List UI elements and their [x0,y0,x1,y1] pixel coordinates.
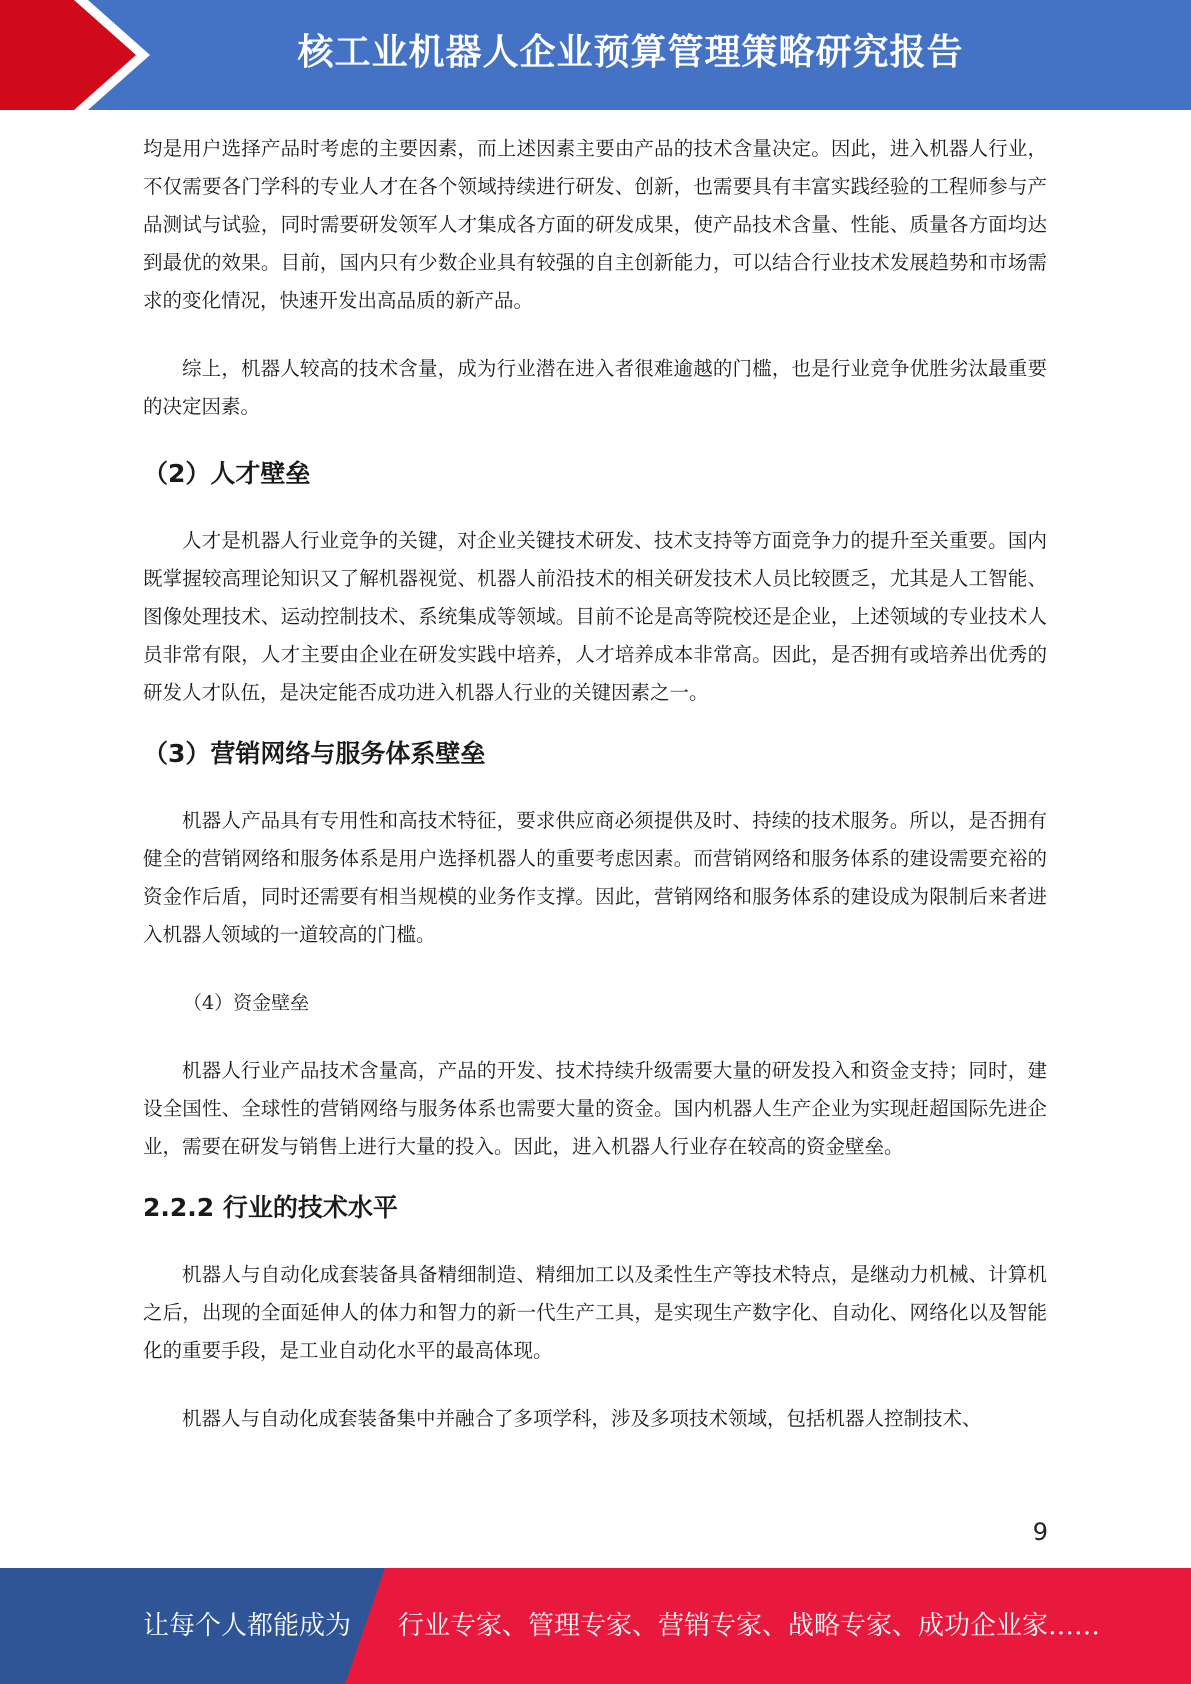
heading-section-2-2-2: 2.2.2 行业的技术水平 [143,1193,398,1222]
paragraph-3: 人才是机器人行业竞争的关键，对企业关键技术研发、技术支持等方面竞争力的提升至关重要。国内既掌握较高理论知识又了解机器视觉、机器人前沿技术的相关研发技术人员比较匮乏，尤其是人工智能、图像处理技术、运动控制技术、系统集成等领域。目前不论是高等院校还是企业，上述领域的专业技术人员非常有限，人才主要由企业在研发实践中培养，人才培养成本非常高。因此，是否拥有或培养出优秀的研发人才队伍，是决定能否成功进入机器人行业的关键因素之一。 [143,529,1047,704]
page-header [0,0,1191,110]
paragraph-6: 机器人与自动化成套装备具备精细制造、精细加工以及柔性生产等技术特点，是继动力机械、计算机之后，出现的全面延伸人的体力和智力的新一代生产工具，是实现生产数字化、自动化、网络化以及智能化的重要手段，是工业自动化水平的最高体现。 [143,1263,1047,1362]
footer-slogan-left: 让每个人都能成为 [143,1611,352,1641]
paragraph-5: 机器人行业产品技术含量高，产品的开发、技术持续升级需要大量的研发投入和资金支持；同时，建设全国性、全球性的营销网络与服务体系也需要大量的资金。国内机器人生产企业为实现赶超国际先进企业，需要在研发与销售上进行大量的投入。因此，进入机器人行业存在较高的资金壁垒。 [143,1059,1047,1158]
page-number: 9 [1032,1518,1048,1546]
page-footer [0,1568,1191,1684]
report-title: 核工业机器人企业预算管理策略研究报告 [297,32,964,73]
heading-marketing-barrier: （3）营销网络与服务体系壁垒 [143,739,486,768]
heading-talent-barrier: （2）人才壁垒 [143,459,311,488]
footer-slogan-right: 行业专家、管理专家、营销专家、战略专家、成功企业家…… [398,1611,1101,1641]
document-body [143,130,1047,1438]
paragraph-7: 机器人与自动化成套装备集中并融合了多项学科，涉及多项技术领域，包括机器人控制技术、 [182,1407,982,1430]
paragraph-1: 均是用户选择产品时考虑的主要因素，而上述因素主要由产品的技术含量决定。因此，进入机器人行业，不仅需要各门学科的专业人才在各个领域持续进行研发、创新，也需要具有丰富实践经验的工程师参与产品测试与试验，同时需要研发领军人才集成各方面的研发成果，使产品技术含量、性能、质量各方面均达到最优的效果。目前，国内只有少数企业具有较强的自主创新能力，可以结合行业技术发展趋势和市场需求的变化情况，快速开发出高品质的新产品。 [143,137,1047,312]
paragraph-2: 综上，机器人较高的技术含量，成为行业潜在进入者很难逾越的门槛，也是行业竞争优胜劣汰最重要的决定因素。 [143,357,1047,418]
paragraph-4: 机器人产品具有专用性和高技术特征，要求供应商必须提供及时、持续的技术服务。所以，是否拥有健全的营销网络和服务体系是用户选择机器人的重要考虑因素。而营销网络和服务体系的建设需要充裕的资金作后盾，同时还需要有相当规模的业务作支撑。因此，营销网络和服务体系的建设成为限制后来者进入机器人领域的一道较高的门槛。 [143,809,1047,946]
heading-capital-barrier: （4）资金壁垒 [183,992,310,1014]
